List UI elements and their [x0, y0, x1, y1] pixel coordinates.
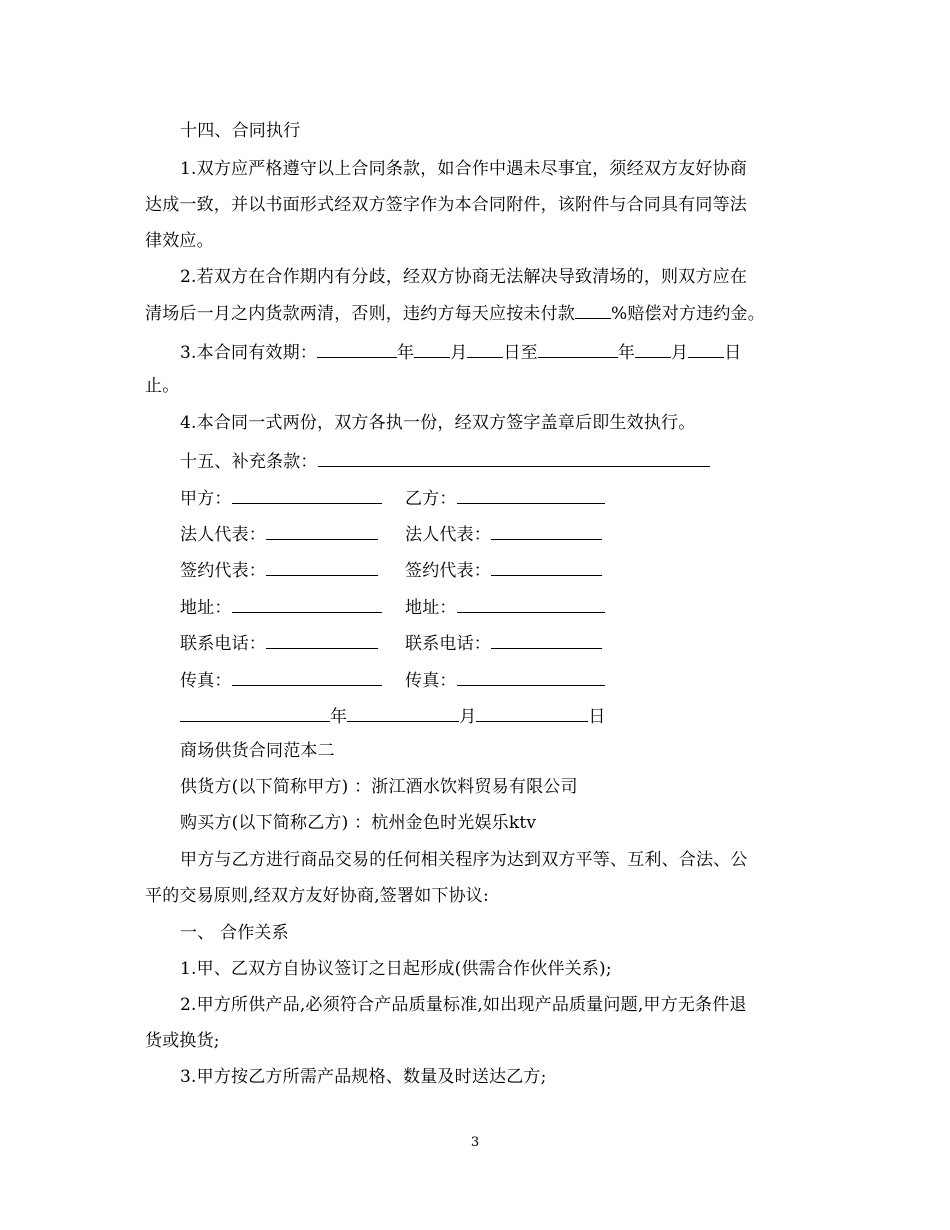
address-b-label: 地址： — [405, 598, 457, 618]
section-14-heading: 十四、合同执行 — [180, 121, 301, 141]
penalty-percent-blank — [575, 300, 611, 319]
fax-a-blank — [232, 667, 382, 686]
start-day-blank — [467, 339, 503, 358]
party-b-label: 乙方： — [405, 489, 457, 509]
clause-2-line-2 — [145, 300, 765, 326]
section-15-heading-line — [180, 448, 710, 474]
date-month-label: 月 — [459, 707, 477, 727]
party-b-blank — [457, 485, 605, 504]
legal-rep-b-blank — [491, 521, 602, 540]
party-b-line — [405, 485, 605, 511]
phone-b-line — [405, 630, 602, 656]
section-1-item-1: 1.甲、乙双方自协议签订之日起形成(供需合作伙伴关系); — [180, 959, 612, 979]
section-15-heading: 十五、补充条款： — [180, 452, 318, 472]
legal-rep-b-label: 法人代表： — [405, 525, 491, 545]
signature-date-line — [180, 703, 606, 729]
start-year-label: 年 — [397, 343, 415, 363]
date-year-label: 年 — [330, 707, 348, 727]
signing-rep-a-label: 签约代表： — [180, 561, 266, 581]
date-month-blank — [347, 703, 459, 722]
clause-2-text-b: %赔偿对方违约金。 — [611, 304, 765, 324]
start-month-label: 月 — [450, 343, 468, 363]
address-a-line — [180, 594, 382, 620]
buyer-line: 购买方(以下简称乙方) ：杭州金色时光娱乐ktv — [180, 813, 537, 833]
clause-4: 4.本合同一式两份，双方各执一份，经双方签字盖章后即生效执行。 — [180, 413, 696, 433]
start-month-blank — [414, 339, 450, 358]
phone-a-blank — [266, 630, 378, 649]
supplementary-terms-blank — [318, 448, 710, 467]
signing-rep-b-line — [405, 557, 602, 583]
clause-1-line-3: 律效应。 — [145, 231, 214, 251]
section-1-item-2-line-2: 货或换货; — [145, 1031, 220, 1051]
fax-b-label: 传真： — [405, 671, 457, 691]
page-number: 3 — [470, 1135, 480, 1150]
legal-rep-a-line — [180, 521, 378, 547]
end-year-blank — [538, 339, 618, 358]
clause-3-line-2: 止。 — [145, 376, 180, 396]
signing-rep-a-line — [180, 557, 378, 583]
date-day-blank — [476, 703, 588, 722]
end-month-label: 月 — [671, 343, 689, 363]
address-a-label: 地址： — [180, 598, 232, 618]
end-day-blank — [688, 339, 724, 358]
contract-2-title: 商场供货合同范本二 — [180, 741, 335, 761]
signing-rep-b-label: 签约代表： — [405, 561, 491, 581]
phone-b-label: 联系电话： — [405, 634, 491, 654]
section-1-item-2-line-1: 2.甲方所供产品,必须符合产品质量标准,如出现产品质量问题,甲方无条件退 — [180, 995, 747, 1015]
signing-rep-a-blank — [266, 557, 378, 576]
intro-line-1: 甲方与乙方进行商品交易的任何相关程序为达到双方平等、互利、合法、公 — [180, 850, 748, 870]
fax-a-line — [180, 667, 382, 693]
clause-3-line-1 — [180, 339, 741, 365]
party-a-blank — [232, 485, 382, 504]
fax-a-label: 传真： — [180, 671, 232, 691]
start-day-label: 日至 — [503, 343, 538, 363]
phone-a-label: 联系电话： — [180, 634, 266, 654]
validity-label: 3.本合同有效期： — [180, 343, 318, 363]
address-b-blank — [457, 594, 605, 613]
date-year-blank — [180, 703, 330, 722]
date-day-label: 日 — [588, 707, 606, 727]
legal-rep-a-label: 法人代表： — [180, 525, 266, 545]
party-a-label: 甲方： — [180, 489, 232, 509]
address-a-blank — [232, 594, 382, 613]
address-b-line — [405, 594, 605, 620]
clause-2-line-1: 2.若双方在合作期内有分歧，经双方协商无法解决导致清场的，则双方应在 — [180, 267, 748, 287]
intro-line-2: 平的交易原则,经双方友好协商,签署如下协议: — [145, 886, 489, 906]
clause-1-line-1: 1.双方应严格遵守以上合同条款，如合作中遇未尽事宜，须经双方友好协商 — [180, 159, 748, 179]
legal-rep-a-blank — [266, 521, 378, 540]
supplier-line: 供货方(以下简称甲方) ：浙江酒水饮料贸易有限公司 — [180, 777, 578, 797]
phone-b-blank — [491, 630, 602, 649]
signing-rep-b-blank — [491, 557, 602, 576]
phone-a-line — [180, 630, 378, 656]
clause-1-line-2: 达成一致，并以书面形式经双方签字作为本合同附件，该附件与合同具有同等法 — [145, 195, 747, 215]
start-year-blank — [317, 339, 397, 358]
end-month-blank — [635, 339, 671, 358]
legal-rep-b-line — [405, 521, 602, 547]
end-day-label: 日 — [724, 343, 742, 363]
fax-b-blank — [457, 667, 605, 686]
party-a-line — [180, 485, 382, 511]
fax-b-line — [405, 667, 605, 693]
section-1-item-3: 3.甲方按乙方所需产品规格、数量及时送达乙方; — [180, 1067, 547, 1087]
section-1-heading: 一、 合作关系 — [180, 923, 289, 943]
clause-2-text-a: 清场后一月之内货款两清，否则，违约方每天应按未付款 — [145, 304, 575, 324]
end-year-label: 年 — [617, 343, 636, 363]
